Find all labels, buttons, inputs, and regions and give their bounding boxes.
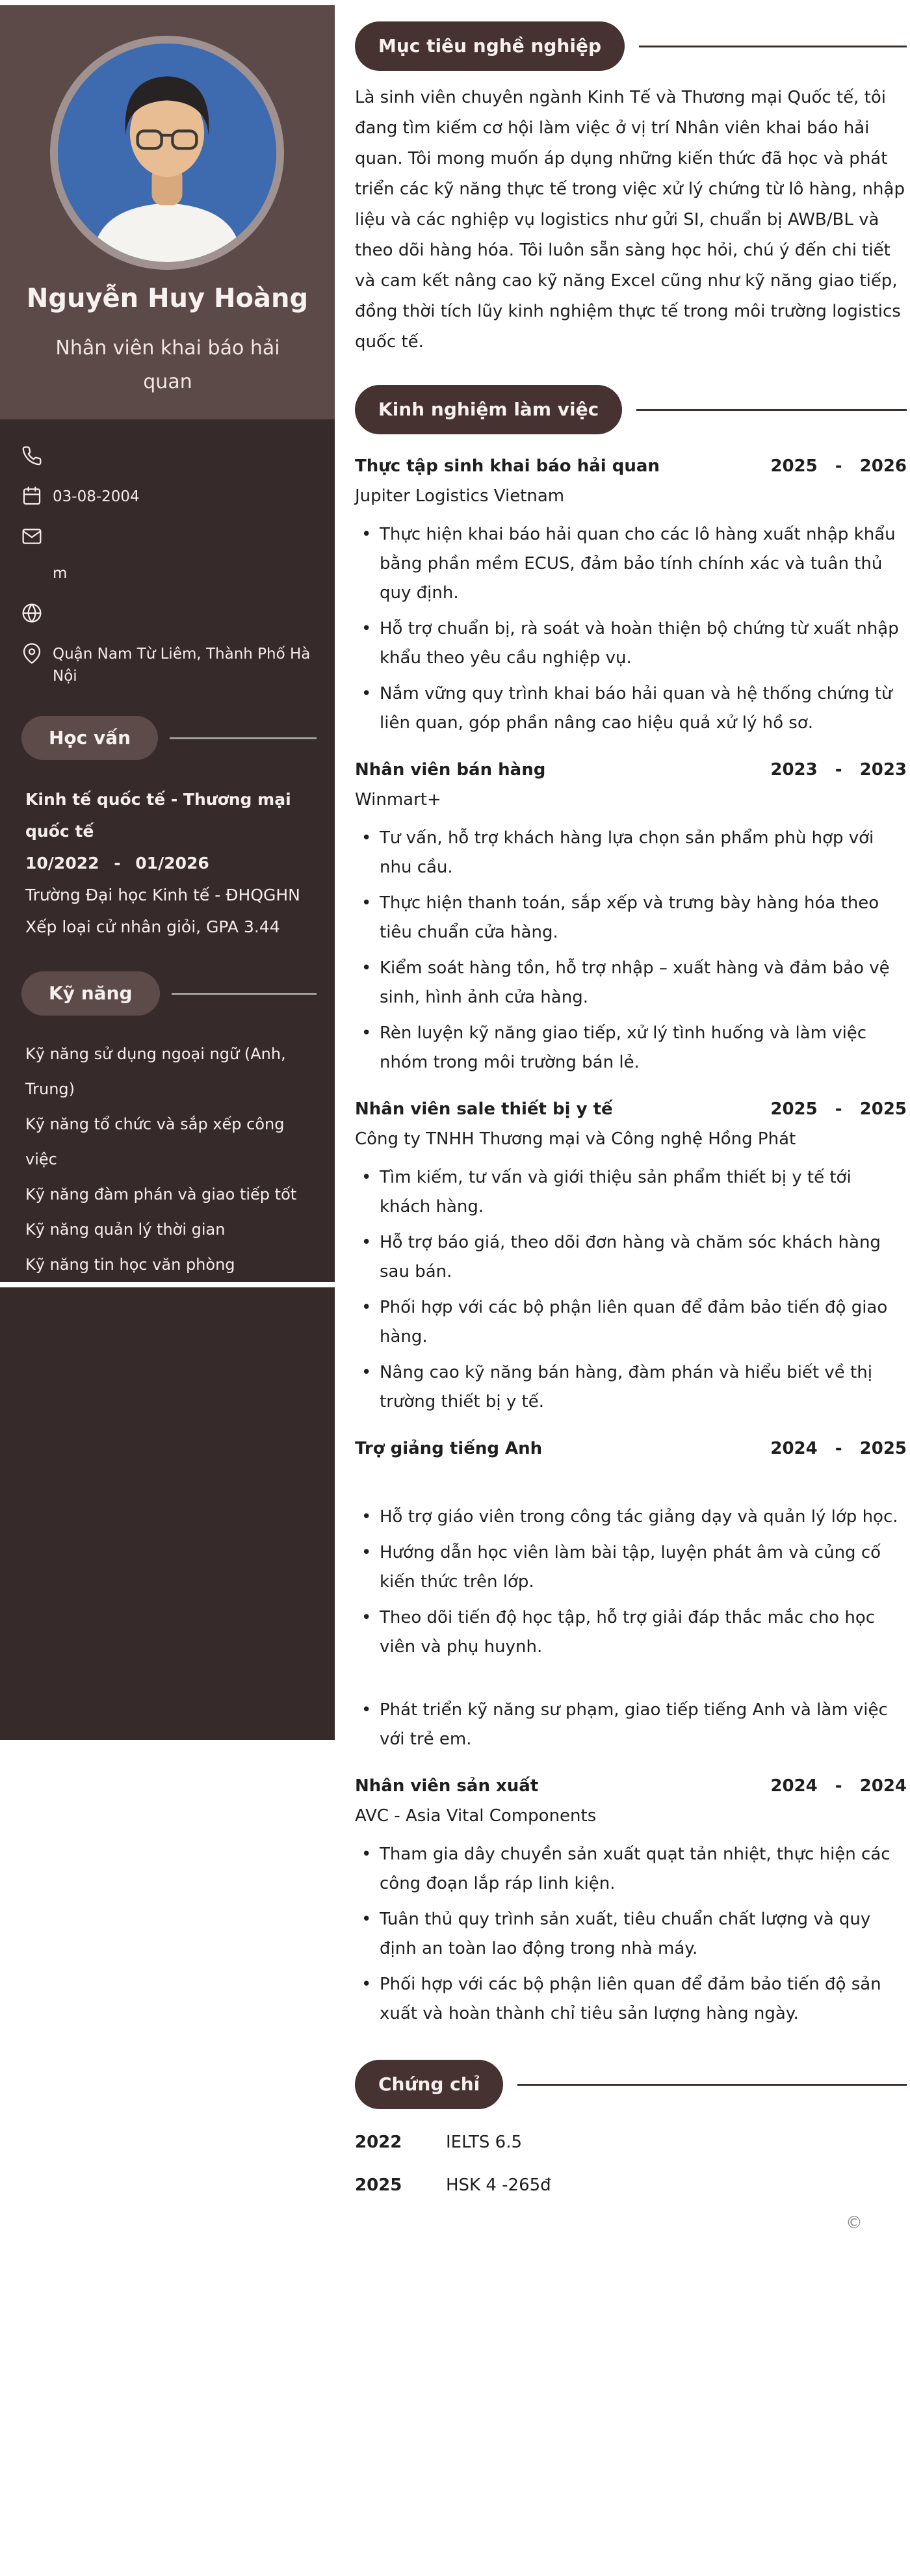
- skills-heading-rule: [172, 993, 317, 995]
- certificates-section-header: [355, 2060, 907, 2109]
- objective-heading-badge: Mục tiêu nghề nghiệp: [355, 21, 625, 71]
- calendar-icon: [21, 486, 42, 506]
- job-title: Trợ giảng tiếng Anh: [355, 1439, 543, 1458]
- contact-phone-value: [53, 445, 317, 467]
- location-pin-icon: [21, 643, 42, 664]
- job-title: Thực tập sinh khai báo hải quan: [355, 456, 660, 476]
- job-company: Jupiter Logistics Vietnam: [355, 486, 565, 506]
- education-section-header: [21, 716, 317, 760]
- certificate-row: [355, 2175, 907, 2195]
- education-grade: Xếp loại cử nhân giỏi, GPA 3.44: [25, 917, 280, 936]
- sidebar-details-section: [0, 419, 335, 1282]
- job-bullet: • Tham gia dây chuyền sản xuất quạt tản nhiệt, thực hiện các công đoạn lắp ráp linh kiện.: [355, 1840, 907, 1899]
- contact-phone-row: [21, 445, 317, 467]
- skill-item: Kỹ năng đàm phán và giao tiếp tốt: [25, 1185, 297, 1203]
- job-company: Công ty TNHH Thương mại và Công nghệ Hồng Phát: [355, 1129, 796, 1149]
- job-period: 2025 - 2025: [770, 1099, 907, 1119]
- job-bullet: • Tư vấn, hỗ trợ khách hàng lựa chọn sản phẩm phù hợp với nhu cầu.: [355, 824, 907, 882]
- certificates-heading-badge: Chứng chỉ: [355, 2060, 503, 2109]
- job-bullet: • Hướng dẫn học viên làm bài tập, luyện phát âm và củng cố kiến thức trên lớp.: [355, 1538, 907, 1597]
- job-company: [355, 1469, 907, 1492]
- certificates-heading-rule: [517, 2084, 907, 2086]
- job-bullet: • Tìm kiếm, tư vấn và giới thiệu sản phẩm thiết bị y tế tới khách hàng.: [355, 1163, 907, 1222]
- job-bullet: • Hỗ trợ giáo viên trong công tác giảng dạy và quản lý lớp học.: [355, 1503, 907, 1532]
- job-bullet-list: [355, 520, 907, 738]
- education-heading-rule: [170, 737, 317, 739]
- certificate-row: [355, 2133, 907, 2152]
- experience-section: [355, 385, 907, 2029]
- job-bullet-list: [355, 1503, 907, 1754]
- job-bullet: • Phối hợp với các bộ phận liên quan để đảm bảo tiến độ sản xuất và hoàn thành chỉ tiêu sản lượng hàng ngày.: [355, 1970, 907, 2029]
- objective-section-header: [355, 21, 907, 71]
- skills-heading-badge: Kỹ năng: [21, 971, 160, 1016]
- education-entry: [25, 783, 317, 943]
- job-bullet: • Nắm vững quy trình khai báo hải quan và hệ thống chứng từ liên quan, góp phần nâng cao hiệu quả xử lý hồ sơ.: [355, 679, 907, 738]
- job-title: Nhân viên bán hàng: [355, 760, 546, 780]
- objective-heading-rule: [639, 46, 907, 47]
- job-bullet-list: [355, 824, 907, 1077]
- contact-website-value: [53, 603, 317, 625]
- person-job-title: Nhân viên khai báo hải quan: [55, 337, 280, 393]
- job-entry: [355, 1439, 907, 1754]
- copyright-watermark-icon: ©: [846, 2213, 863, 2233]
- education-heading-badge: Học vấn: [21, 716, 158, 760]
- job-period: 2023 - 2023: [770, 760, 907, 780]
- avatar-ring: [50, 36, 284, 270]
- person-name: Nguyễn Huy Hoàng: [26, 283, 309, 313]
- contact-email-value: m: [53, 565, 68, 582]
- certificate-name: IELTS 6.5: [446, 2133, 522, 2152]
- job-bullet-list: [355, 1840, 907, 2029]
- job-entry: [355, 760, 907, 1077]
- job-bullet: • Nâng cao kỹ năng bán hàng, đàm phán và hiểu biết về thị trường thiết bị y tế.: [355, 1358, 907, 1417]
- mail-icon: [21, 526, 42, 547]
- contact-address-value: Quận Nam Từ Liêm, Thành Phố Hà Nội: [53, 646, 311, 685]
- job-period: 2025 - 2026: [770, 456, 907, 476]
- education-school: Trường Đại học Kinh tế - ĐHQGHN: [25, 886, 300, 904]
- job-entry: [355, 456, 907, 738]
- job-period: 2024 - 2024: [770, 1776, 907, 1796]
- skills-list: [25, 1036, 317, 1317]
- avatar: [58, 44, 276, 262]
- job-bullet: • Theo dõi tiến độ học tập, hỗ trợ giải đáp thắc mắc cho học viên và phụ huynh.: [355, 1603, 907, 1662]
- skill-item: Kỹ năng tin học văn phòng: [25, 1255, 235, 1274]
- sidebar-page2-panel: [0, 1287, 335, 1740]
- experience-heading-rule: [636, 409, 907, 411]
- education-period: 10/2022 - 01/2026: [25, 854, 209, 873]
- objective-section: [355, 21, 907, 358]
- job-title: Nhân viên sale thiết bị y tế: [355, 1099, 613, 1119]
- contact-email-row: [21, 526, 317, 585]
- job-company: AVC - Asia Vital Components: [355, 1806, 597, 1826]
- job-header: [355, 1439, 907, 1458]
- job-title: Nhân viên sản xuất: [355, 1776, 539, 1796]
- globe-icon: [21, 603, 42, 624]
- job-bullet: • Rèn luyện kỹ năng giao tiếp, xử lý tình huống và làm việc nhóm trong môi trường bán lẻ.: [355, 1019, 907, 1077]
- skill-item: Kỹ năng tổ chức và sắp xếp công việc: [25, 1115, 285, 1168]
- job-header: [355, 760, 907, 780]
- contact-birthday-row: [21, 486, 317, 508]
- job-company: Winmart+: [355, 790, 441, 809]
- contact-birthday-value: 03-08-2004: [53, 488, 140, 505]
- certificates-section: [355, 2060, 907, 2233]
- experience-heading-badge: Kinh nghiệm làm việc: [355, 385, 622, 434]
- job-bullet-list: [355, 1163, 907, 1417]
- experience-section-header: [355, 385, 907, 434]
- job-header: [355, 1776, 907, 1796]
- job-bullet: • Kiểm soát hàng tồn, hỗ trợ nhập – xuất hàng và đảm bảo vệ sinh, hình ảnh cửa hàng.: [355, 954, 907, 1012]
- job-bullet: • Phối hợp với các bộ phận liên quan để đảm bảo tiến độ giao hàng.: [355, 1293, 907, 1352]
- skill-item: Kỹ năng sử dụng ngoại ngữ (Anh, Trung): [25, 1045, 286, 1098]
- contact-website-row: [21, 603, 317, 625]
- sidebar-profile-section: [0, 5, 335, 419]
- certificate-name: HSK 4 -265đ: [446, 2175, 551, 2195]
- job-bullet: • Hỗ trợ chuẩn bị, rà soát và hoàn thiện bộ chứng từ xuất nhập khẩu theo yêu cầu nghiệp vụ.: [355, 614, 907, 673]
- job-bullet: • Hỗ trợ báo giá, theo dõi đơn hàng và chăm sóc khách hàng sau bán.: [355, 1228, 907, 1287]
- phone-icon: [21, 445, 42, 466]
- education-major: Kinh tế quốc tế - Thương mại quốc tế: [25, 790, 291, 841]
- job-bullet: • Phát triển kỹ năng sư phạm, giao tiếp tiếng Anh và làm việc với trẻ em.: [355, 1696, 907, 1754]
- job-bullet: • Thực hiện khai báo hải quan cho các lô hàng xuất nhập khẩu bằng phần mềm ECUS, đảm bảo tính chính xác và tuân thủ quy định.: [355, 520, 907, 608]
- objective-text: Là sinh viên chuyên ngành Kinh Tế và Thương mại Quốc tế, tôi đang tìm kiếm cơ hội làm việc ở vị trí Nhân viên khai báo hải quan. Tôi mong muốn áp dụng những kiến thức đã học và phát triển các kỹ năng thực tế trong việc xử lý chứng từ lô hàng, nhập liệu và các nghiệp vụ logistics như gửi SI, chuẩn bị AWB/BL và theo dõi hàng hóa. Tôi luôn sẵn sàng học hỏi, chú ý đến chi tiết và cam kết nâng cao kỹ năng Excel cũng như kỹ năng giao tiếp, đồng thời tích lũy kinh nghiệm thực tế trong môi trường logistics quốc tế.: [355, 88, 905, 352]
- portrait-photo: [58, 44, 276, 262]
- skills-section-header: [21, 971, 317, 1016]
- job-period: 2024 - 2025: [770, 1439, 907, 1458]
- job-header: [355, 1099, 907, 1119]
- cv-main-column: [355, 21, 907, 2233]
- job-entry: [355, 1099, 907, 1417]
- certificate-year: 2025: [355, 2175, 402, 2195]
- job-entry: [355, 1776, 907, 2029]
- job-header: [355, 456, 907, 476]
- certificate-year: 2022: [355, 2133, 402, 2152]
- job-bullet: • Tuân thủ quy trình sản xuất, tiêu chuẩn chất lượng và quy định an toàn lao động trong nhà máy.: [355, 1905, 907, 1964]
- contact-address-row: [21, 643, 317, 687]
- skill-item: Kỹ năng quản lý thời gian: [25, 1220, 226, 1239]
- job-bullet: • Thực hiện thanh toán, sắp xếp và trưng bày hàng hóa theo tiêu chuẩn cửa hàng.: [355, 889, 907, 947]
